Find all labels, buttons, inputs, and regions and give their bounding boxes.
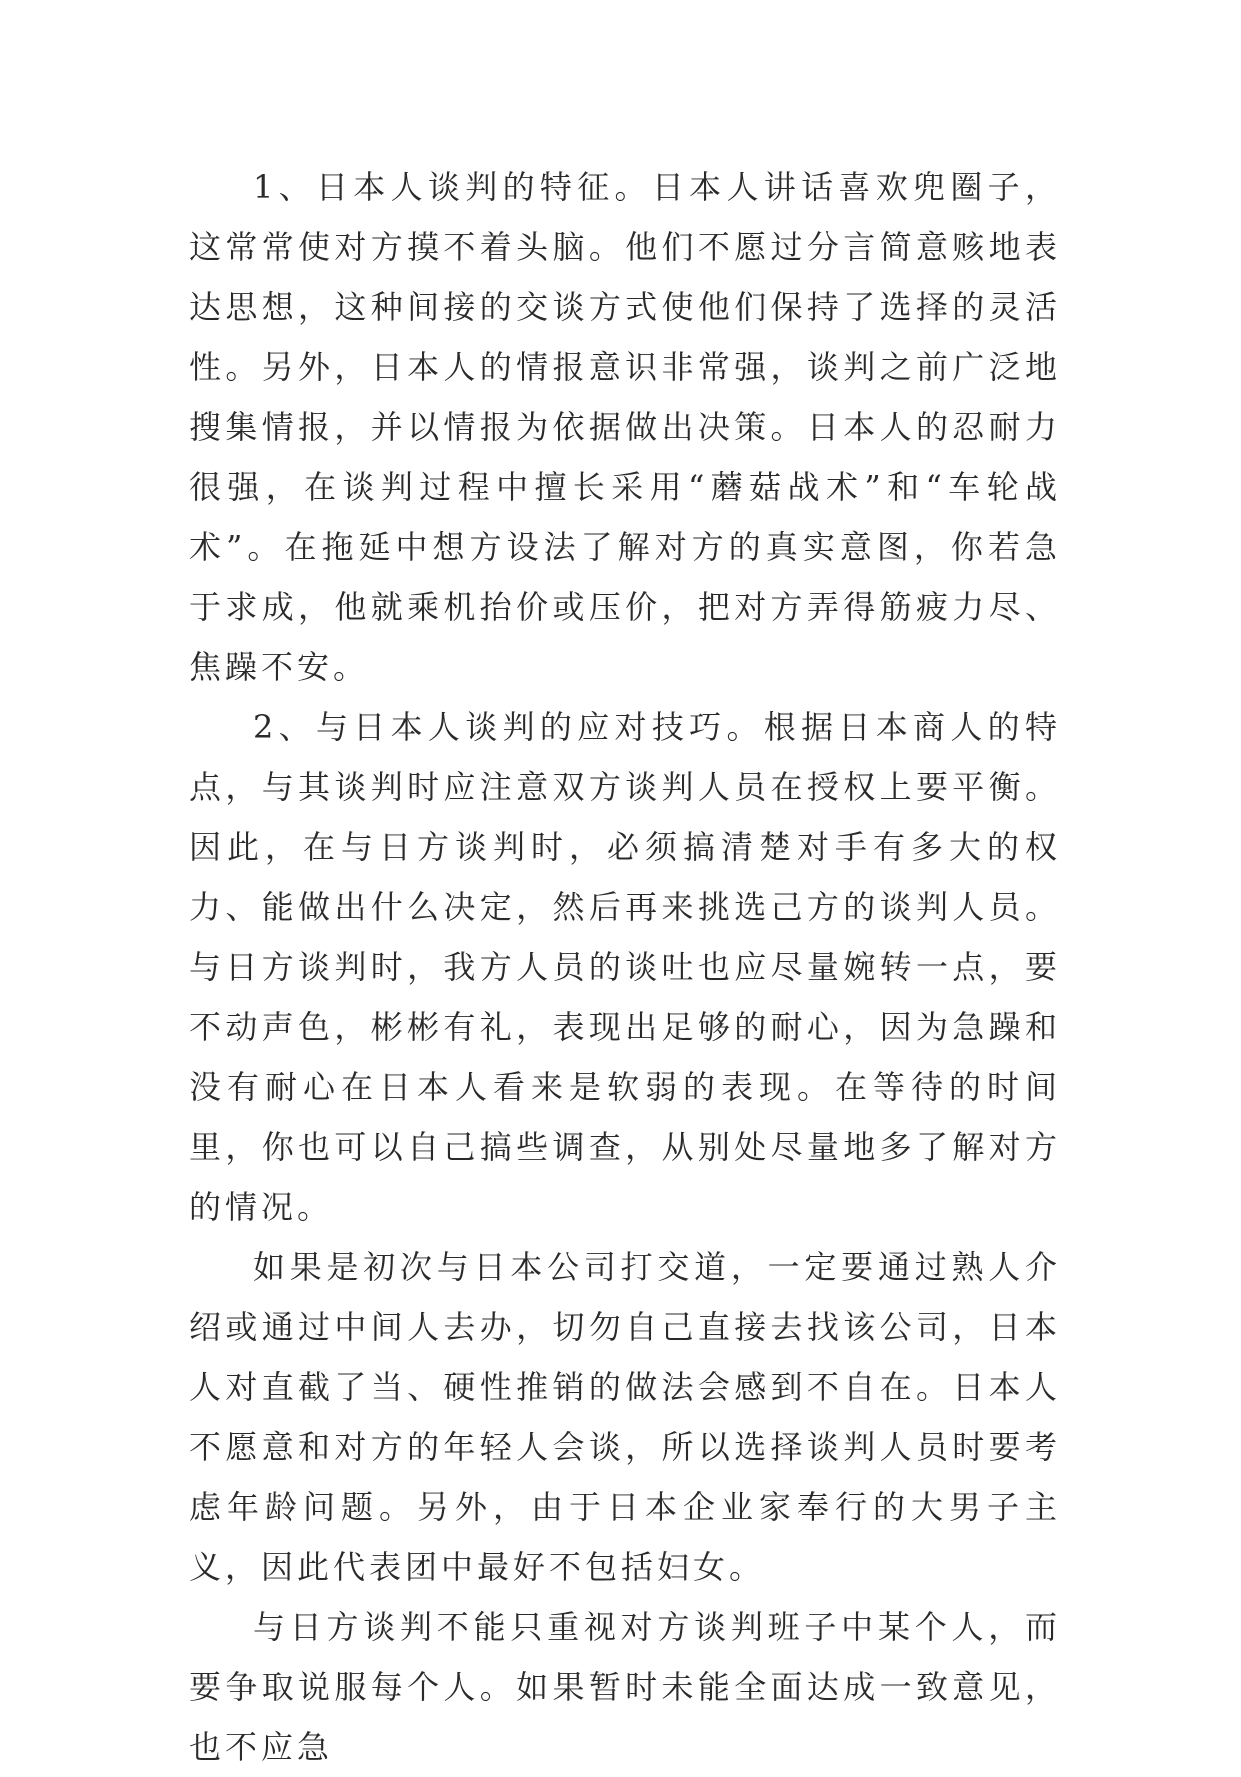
paragraph-first-contact-advice: 如果是初次与日本公司打交道，一定要通过熟人介绍或通过中间人去办，切勿自己直接去找该公司，日本人对直截了当、硬性推销的做法会感到不自在。日本人不愿意和对方的年轻人会谈，所以选择谈判人员时要考虑年龄问题。另外，由于日本企业家奉行的大男子主义，因此代表团中最好不包括妇女。 <box>189 1248 1061 1586</box>
paragraph-japanese-negotiation-traits: 1、日本人谈判的特征。日本人讲话喜欢兜圈子，这常常使对方摸不着头脑。他们不愿过分言简意赅地表达思想，这种间接的交谈方式使他们保持了选择的灵活性。另外，日本人的情报意识非常强，谈判之前广泛地搜集情报，并以情报为依据做出决策。日本人的忍耐力很强，在谈判过程中擅长采用“蘑菇战术”和“车轮战术”。在拖延中想方设法了解对方的真实意图，你若急于求成，他就乘机抬价或压价，把对方弄得筋疲力尽、焦躁不安。 <box>189 168 1061 686</box>
paragraph-persuade-everyone: 与日方谈判不能只重视对方谈判班子中某个人，而要争取说服每个人。如果暂时未能全面达成一致意见，也不应急 <box>189 1608 1061 1766</box>
document-body <box>189 157 1061 1777</box>
paragraph-negotiation-tactics: 2、与日本人谈判的应对技巧。根据日本商人的特点，与其谈判时应注意双方谈判人员在授权上要平衡。因此，在与日方谈判时，必须搞清楚对手有多大的权力、能做出什么决定，然后再来挑选己方的谈判人员。与日方谈判时，我方人员的谈吐也应尽量婉转一点，要不动声色，彬彬有礼，表现出足够的耐心，因为急躁和没有耐心在日本人看来是软弱的表现。在等待的时间里，你也可以自己搞些调查，从别处尽量地多了解对方的情况。 <box>189 708 1061 1226</box>
